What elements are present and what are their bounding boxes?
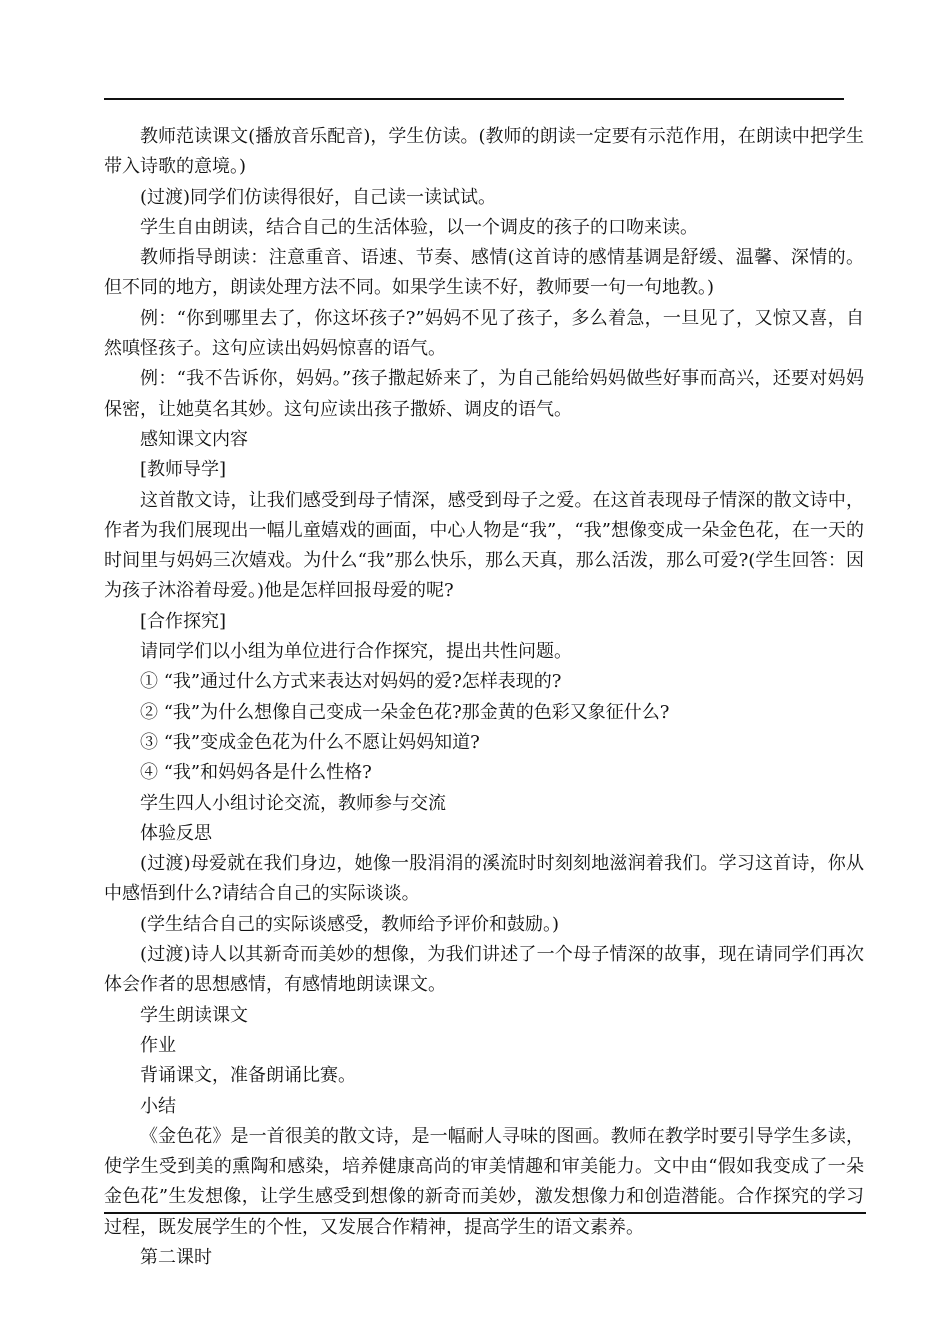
question-item: ③ “我”变成金色花为什么不愿让妈妈知道?: [140, 731, 480, 753]
paragraph: 教师指导朗读：注意重音、语速、节奏、感情(这首诗的感情基调是舒缓、温馨、深情的。但不同的地方，朗读处理方法不同。如果学生读不好，教师要一句一句地教。): [104, 247, 864, 299]
paragraph: (过渡)同学们仿读得很好，自己读一读试试。: [140, 186, 497, 208]
section-heading: 感知课文内容: [140, 428, 248, 450]
section-heading: 体验反思: [140, 822, 212, 844]
section-subheading: [教师导学]: [140, 459, 227, 481]
header-rule: [104, 98, 844, 100]
paragraph: 例：“我不告诉你，妈妈。”孩子撒起娇来了，为自己能给妈妈做些好事而高兴，还要对妈妈保密，让她莫名其妙。这句应读出孩子撒娇、调皮的语气。: [104, 368, 864, 420]
footer-rule: [104, 1212, 866, 1214]
document-body: [104, 122, 864, 1273]
question-item: ② “我”为什么想像自己变成一朵金色花?那金黄的色彩又象征什么?: [140, 701, 670, 723]
paragraph: 背诵课文，准备朗诵比赛。: [140, 1065, 356, 1087]
paragraph: 例：“你到哪里去了，你这坏孩子?”妈妈不见了孩子，多么着急，一旦见了，又惊又喜，自然嗔怪孩子。这句应读出妈妈惊喜的语气。: [104, 307, 864, 360]
paragraph: 学生四人小组讨论交流，教师参与交流: [140, 792, 446, 814]
section-subheading: [合作探究]: [140, 610, 227, 632]
section-heading: 小结: [140, 1095, 176, 1117]
paragraph: 《金色花》是一首很美的散文诗，是一幅耐人寻味的图画。教师在教学时要引导学生多读，使学生受到美的熏陶和感染，培养健康高尚的审美情趣和审美能力。文中由“假如我变成了一朵金色花”生发想像，让学生感受到想像的新奇而美妙，激发想像力和创造潜能。合作探究的学习过程，既发展学生的个性，又发展合作精神，提高学生的语文素养。: [104, 1125, 864, 1238]
question-item: ① “我”通过什么方式来表达对妈妈的爱?怎样表现的?: [140, 671, 562, 693]
question-item: ④ “我”和妈妈各是什么性格?: [140, 762, 372, 784]
paragraph: 学生朗读课文: [140, 1004, 248, 1026]
paragraph: 这首散文诗，让我们感受到母子情深，感受到母子之爱。在这首表现母子情深的散文诗中，作者为我们展现出一幅儿童嬉戏的画面，中心人物是“我”，“我”想像变成一朵金色花，在一天的时间里与妈妈三次嬉戏。为什么“我”那么快乐，那么天真，那么活泼，那么可爱?(学生回答：因为孩子沐浴着母爱。)他是怎样回报母爱的呢?: [104, 489, 864, 602]
section-heading: 第二课时: [140, 1246, 212, 1268]
paragraph: (过渡)诗人以其新奇而美妙的想像，为我们讲述了一个母子情深的故事，现在请同学们再次体会作者的思想感情，有感情地朗读课文。: [104, 944, 864, 996]
section-heading: 作业: [140, 1034, 176, 1056]
paragraph: 学生自由朗读，结合自己的生活体验，以一个调皮的孩子的口吻来读。: [140, 216, 698, 238]
paragraph: (学生结合自己的实际谈感受，教师给予评价和鼓励。): [140, 913, 560, 935]
paragraph: (过渡)母爱就在我们身边，她像一股涓涓的溪流时时刻刻地滋润着我们。学习这首诗，你从中感悟到什么?请结合自己的实际谈谈。: [104, 853, 864, 905]
paragraph: 教师范读课文(播放音乐配音)，学生仿读。(教师的朗读一定要有示范作用，在朗读中把学生带入诗歌的意境。): [104, 126, 864, 178]
paragraph: 请同学们以小组为单位进行合作探究，提出共性问题。: [140, 641, 572, 663]
